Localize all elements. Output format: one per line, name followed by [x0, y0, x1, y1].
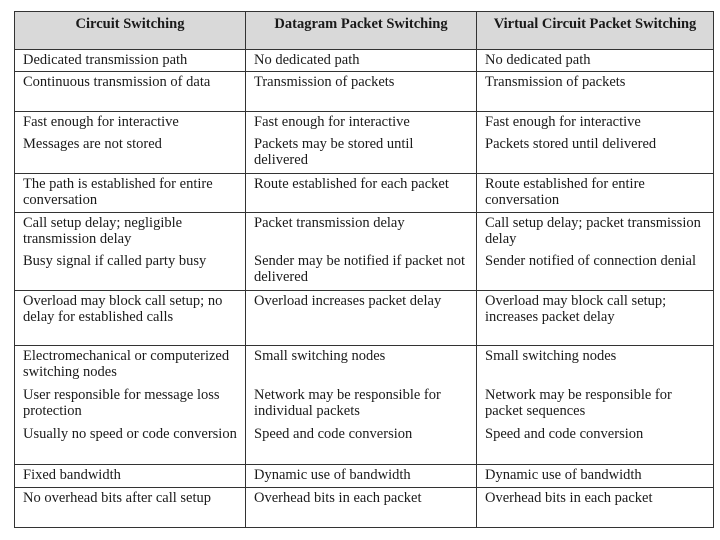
switching-comparison-table — [14, 11, 714, 528]
table-cell: No dedicated path — [246, 50, 477, 72]
table-cell: Fast enough for interactive — [477, 112, 714, 135]
table-cell: Packets stored until delivered — [477, 135, 714, 174]
table-cell: Transmission of packets — [477, 72, 714, 112]
table-cell: Fast enough for interactive — [246, 112, 477, 135]
table-cell: Overload increases packet delay — [246, 291, 477, 346]
table-cell: Call setup delay; negligible transmission delay — [15, 213, 246, 252]
table-cell: User responsible for message loss protection — [15, 386, 246, 425]
table-cell: Route established for each packet — [246, 174, 477, 213]
table-row — [15, 386, 714, 425]
table-row — [15, 174, 714, 213]
table-cell: Sender may be notified if packet not delivered — [246, 252, 477, 291]
table-cell: Messages are not stored — [15, 135, 246, 174]
table-cell: Packet transmission delay — [246, 213, 477, 252]
table-row — [15, 291, 714, 346]
table-cell: Transmission of packets — [246, 72, 477, 112]
table-cell: Network may be responsible for individual packets — [246, 386, 477, 425]
table-cell: Network may be responsible for packet sequences — [477, 386, 714, 425]
table-cell: No dedicated path — [477, 50, 714, 72]
table-row — [15, 488, 714, 528]
table-cell: Fast enough for interactive — [15, 112, 246, 135]
table-cell: Fixed bandwidth — [15, 465, 246, 488]
table-cell: The path is established for entire conversation — [15, 174, 246, 213]
header-virtual-circuit-packet-switching: Virtual Circuit Packet Switching — [477, 12, 714, 50]
table-row — [15, 72, 714, 112]
table-cell: Overload may block call setup; increases packet delay — [477, 291, 714, 346]
table-row — [15, 112, 714, 135]
table-cell: No overhead bits after call setup — [15, 488, 246, 528]
table-cell: Packets may be stored until delivered — [246, 135, 477, 174]
table-row — [15, 465, 714, 488]
table-cell: Dynamic use of bandwidth — [477, 465, 714, 488]
table-row — [15, 425, 714, 465]
table-cell: Speed and code conversion — [477, 425, 714, 465]
table-cell: Dedicated transmission path — [15, 50, 246, 72]
table-cell: Electromechanical or computerized switching nodes — [15, 346, 246, 386]
table-row — [15, 252, 714, 291]
table-cell: Sender notified of connection denial — [477, 252, 714, 291]
table-cell: Small switching nodes — [246, 346, 477, 386]
table-cell: Call setup delay; packet transmission delay — [477, 213, 714, 252]
table-cell: Continuous transmission of data — [15, 72, 246, 112]
table-cell: Busy signal if called party busy — [15, 252, 246, 291]
table-row — [15, 50, 714, 72]
table-cell: Dynamic use of bandwidth — [246, 465, 477, 488]
table-row — [15, 213, 714, 252]
table-cell: Overhead bits in each packet — [477, 488, 714, 528]
header-row — [15, 12, 714, 50]
table-cell: Usually no speed or code conversion — [15, 425, 246, 465]
table-cell: Overhead bits in each packet — [246, 488, 477, 528]
header-circuit-switching: Circuit Switching — [15, 12, 246, 50]
table-cell: Route established for entire conversation — [477, 174, 714, 213]
switching-comparison-table-container — [14, 11, 713, 531]
table-cell: Small switching nodes — [477, 346, 714, 386]
header-datagram-packet-switching: Datagram Packet Switching — [246, 12, 477, 50]
table-cell: Overload may block call setup; no delay for established calls — [15, 291, 246, 346]
table-row — [15, 135, 714, 174]
table-cell: Speed and code conversion — [246, 425, 477, 465]
table-row — [15, 346, 714, 386]
